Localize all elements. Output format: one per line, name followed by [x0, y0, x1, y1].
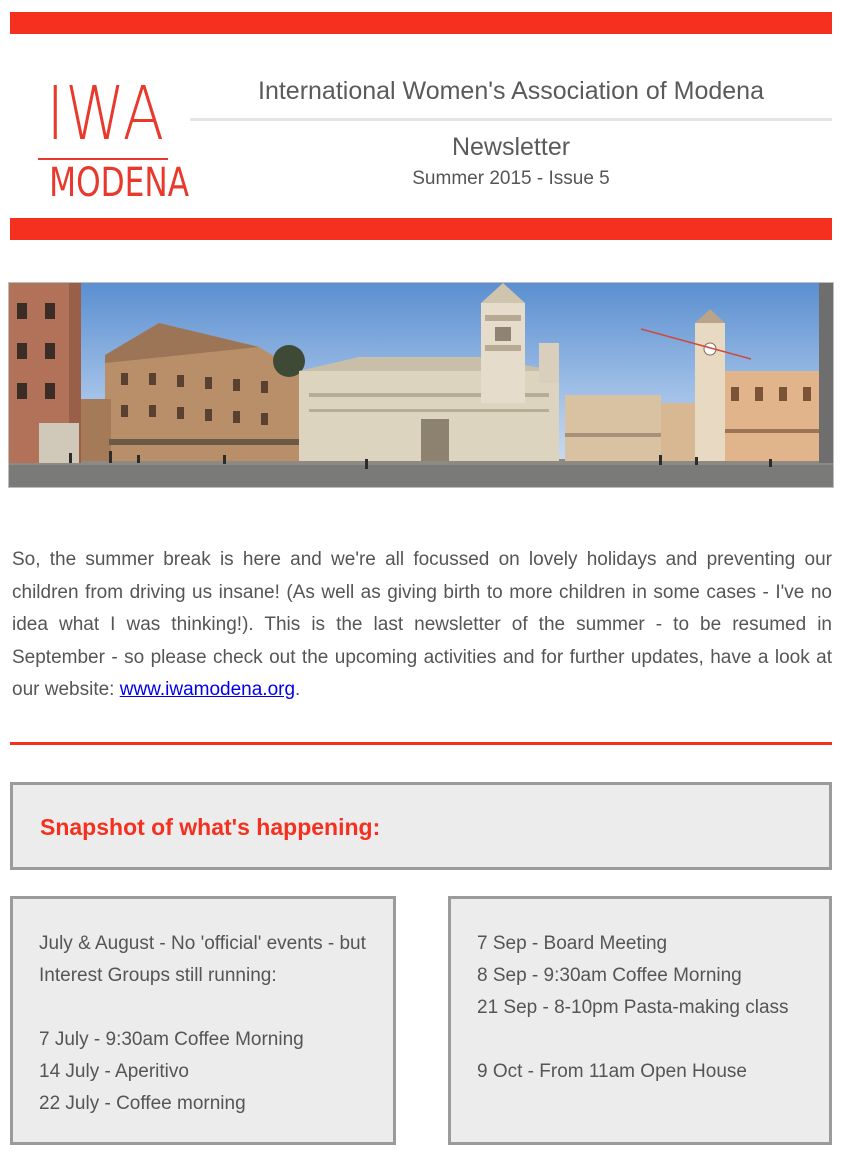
snapshot-header-box	[10, 782, 832, 870]
event-line: July & August - No 'official' events - but Interest Groups still running:	[39, 933, 366, 986]
event-line: 22 July - Coffee morning	[39, 1093, 246, 1114]
intro-text: So, the summer break is here and we're all focussed on lovely holidays and preventing our children from driving us insane! (As well as giving birth to more children in some cases - I've no idea what I was thinking!). This is the last newsletter of the summer - to be resumed in September - so please check out the upcoming activities and for further updates, have a look at our website:	[12, 549, 832, 700]
event-line: 7 July - 9:30am Coffee Morning	[39, 1029, 304, 1050]
website-link[interactable]: www.iwamodena.org	[119, 679, 296, 700]
logo-modena-text: MODENA	[49, 160, 190, 206]
spacer	[39, 992, 369, 1024]
snapshot-title: Snapshot of what's happening:	[40, 814, 381, 840]
event-line: 14 July - Aperitivo	[39, 1061, 189, 1082]
intro-trailing-punctuation: .	[295, 679, 301, 700]
event-line: 21 Sep - 8-10pm Pasta-making class	[477, 997, 789, 1018]
header-bottom-red-bar	[10, 218, 832, 240]
newsletter-issue: Summer 2015 - Issue 5	[412, 168, 610, 189]
iwa-modena-logo	[34, 71, 190, 208]
top-red-bar	[10, 12, 832, 34]
event-line: 8 Sep - 9:30am Coffee Morning	[477, 965, 742, 986]
spacer	[477, 1024, 805, 1056]
event-line: 7 Sep - Board Meeting	[477, 933, 668, 954]
summer-events-box	[10, 896, 396, 1145]
autumn-events-box	[448, 896, 832, 1145]
event-line: 9 Oct - From 11am Open House	[477, 1061, 747, 1082]
organization-name: International Women's Association of Modena	[258, 77, 764, 105]
intro-paragraph	[12, 544, 832, 707]
piazza-grande-panorama-image	[8, 282, 834, 488]
section-divider	[10, 742, 832, 745]
logo-iwa-text: IWA	[46, 71, 165, 157]
newsletter-title: Newsletter	[451, 133, 571, 161]
header-divider	[190, 118, 832, 121]
